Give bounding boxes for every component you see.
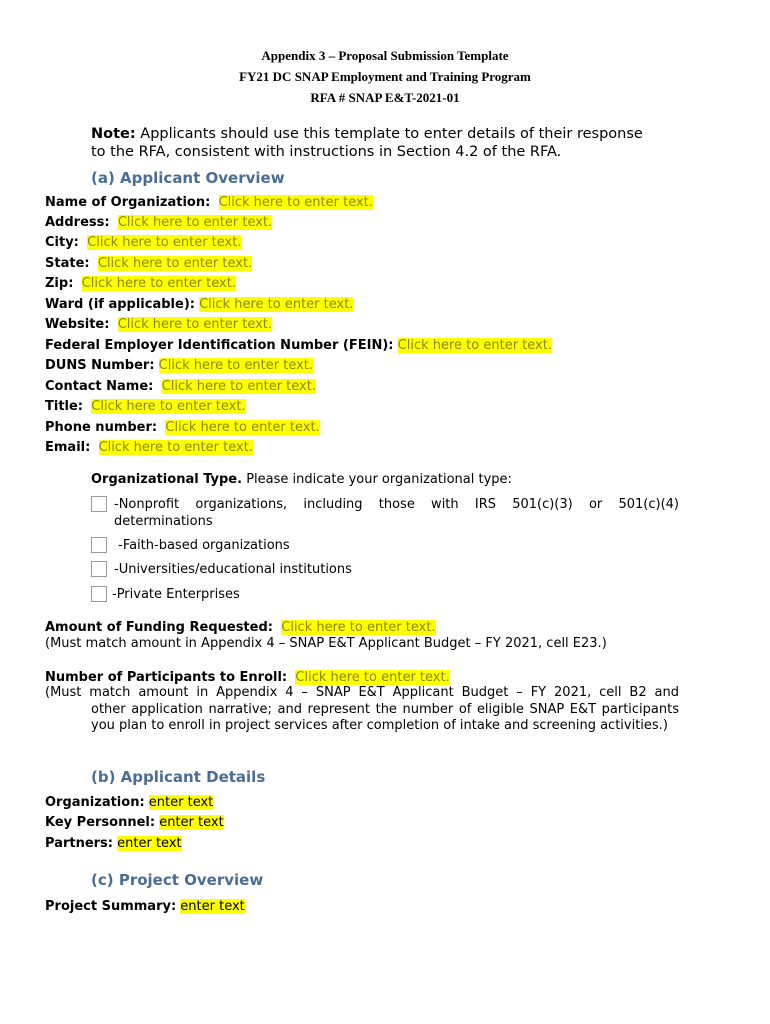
field-title: [45, 398, 246, 415]
section-a-heading: (a) Applicant Overview: [91, 169, 285, 187]
option-label: -Universities/educational institutions: [114, 562, 352, 577]
field-label: Phone number:: [45, 420, 158, 435]
section-b-heading: (b) Applicant Details: [91, 768, 266, 786]
org-type-option-nonprofit: [91, 496, 679, 530]
funding-note: (Must match amount in Appendix 4 – SNAP E&T Applicant Budget – FY 2021, cell E23.): [45, 636, 607, 651]
field-partners: [45, 835, 182, 852]
note-label: Note:: [91, 126, 136, 142]
org-type-text: Please indicate your organizational type:: [242, 472, 512, 487]
option-label-continued: determinations: [114, 514, 213, 529]
doc-title: Appendix 3 – Proposal Submission Template: [261, 48, 509, 63]
field-ward: [45, 296, 353, 313]
field-label: Contact Name:: [45, 379, 154, 394]
org-type-option-universities: [91, 561, 352, 578]
checkbox-private-enterprises[interactable]: [91, 586, 107, 602]
text-input-placeholder[interactable]: Click here to enter text.: [97, 256, 253, 271]
text-input-placeholder[interactable]: Click here to enter text.: [161, 379, 316, 394]
field-label: Zip:: [45, 276, 74, 291]
text-input-placeholder[interactable]: Click here to enter text.: [98, 440, 253, 455]
checkbox-nonprofit[interactable]: [91, 496, 107, 512]
text-input-placeholder[interactable]: Click here to enter text.: [281, 620, 436, 635]
checkbox-universities[interactable]: [91, 561, 107, 577]
field-contact-name: [45, 378, 316, 395]
text-input-placeholder[interactable]: Click here to enter text.: [117, 215, 273, 230]
text-input-placeholder[interactable]: enter text: [117, 836, 182, 851]
field-label: Organization:: [45, 795, 145, 810]
field-label: Name of Organization:: [45, 195, 211, 210]
field-fein: [45, 337, 552, 354]
field-organization: [45, 794, 213, 811]
text-input-placeholder[interactable]: Click here to enter text.: [81, 276, 236, 291]
field-email: [45, 439, 253, 456]
text-input-placeholder[interactable]: Click here to enter text.: [218, 195, 373, 210]
doc-subtitle: FY21 DC SNAP Employment and Training Program: [239, 69, 531, 84]
field-label: Number of Participants to Enroll:: [45, 670, 288, 685]
org-type-label: Organizational Type.: [91, 472, 243, 487]
field-label: Website:: [45, 317, 110, 332]
field-label: State:: [45, 256, 90, 271]
field-label: Address:: [45, 215, 110, 230]
option-label: -Faith-based organizations: [114, 538, 290, 553]
section-c-heading: (c) Project Overview: [91, 871, 264, 889]
field-phone-number: [45, 419, 320, 436]
field-duns-number: [45, 357, 313, 374]
field-label: Ward (if applicable):: [45, 297, 195, 312]
field-label: Key Personnel:: [45, 815, 156, 830]
field-key-personnel: [45, 814, 224, 831]
note-text-2: to the RFA, consistent with instructions in Section 4.2 of the RFA.: [91, 144, 562, 160]
text-input-placeholder[interactable]: Click here to enter text.: [295, 670, 450, 685]
org-type-option-faith-based: [91, 537, 290, 554]
option-label: -Private Enterprises: [112, 587, 240, 602]
text-input-placeholder[interactable]: Click here to enter text.: [117, 317, 273, 332]
participants-note-first-line: (Must match amount in Appendix 4 – SNAP E&T Applicant Budget – FY 2021, cell B2 and: [45, 685, 679, 700]
field-funding-requested: [45, 619, 436, 636]
text-input-placeholder[interactable]: enter text: [159, 815, 224, 830]
note-text-1: Applicants should use this template to enter details of their response: [135, 126, 643, 142]
text-input-placeholder[interactable]: Click here to enter text.: [87, 235, 242, 250]
text-input-placeholder[interactable]: Click here to enter text.: [397, 338, 552, 353]
field-label: City:: [45, 235, 79, 250]
participants-note: [45, 685, 679, 735]
field-label: Federal Employer Identification Number (FEIN):: [45, 338, 394, 353]
text-input-placeholder[interactable]: enter text: [148, 795, 214, 810]
org-type-option-private: [91, 586, 240, 603]
org-type-prompt: [91, 472, 512, 487]
text-input-placeholder[interactable]: Click here to enter text.: [158, 358, 313, 373]
text-input-placeholder[interactable]: Click here to enter text.: [91, 399, 246, 414]
field-label: Title:: [45, 399, 84, 414]
field-state: [45, 255, 252, 272]
note-paragraph: [91, 125, 691, 161]
field-label: Partners:: [45, 836, 113, 851]
field-label: Amount of Funding Requested:: [45, 620, 273, 635]
field-city: [45, 234, 241, 251]
text-input-placeholder[interactable]: enter text: [180, 899, 245, 914]
text-input-placeholder[interactable]: Click here to enter text.: [165, 420, 320, 435]
checkbox-faith-based[interactable]: [91, 537, 107, 553]
field-label: Email:: [45, 440, 91, 455]
field-website: [45, 316, 272, 333]
field-label: DUNS Number:: [45, 358, 155, 373]
option-label: -Nonprofit organizations, including those with IRS 501(c)(3) or 501(c)(4): [114, 497, 679, 512]
doc-rfa-number: RFA # SNAP E&T-2021-01: [310, 90, 460, 105]
field-zip: [45, 275, 236, 292]
field-project-summary: [45, 898, 245, 915]
field-label: Project Summary:: [45, 899, 177, 914]
field-organization-name: [45, 194, 373, 211]
text-input-placeholder[interactable]: Click here to enter text.: [199, 297, 354, 312]
field-participants-to-enroll: [45, 669, 450, 686]
participants-note-rest: other application narrative; and represent the number of eligible SNAP E&T participants you plan to enroll in project services after completion of intake and screening activities.): [91, 701, 679, 733]
field-address: [45, 214, 272, 231]
